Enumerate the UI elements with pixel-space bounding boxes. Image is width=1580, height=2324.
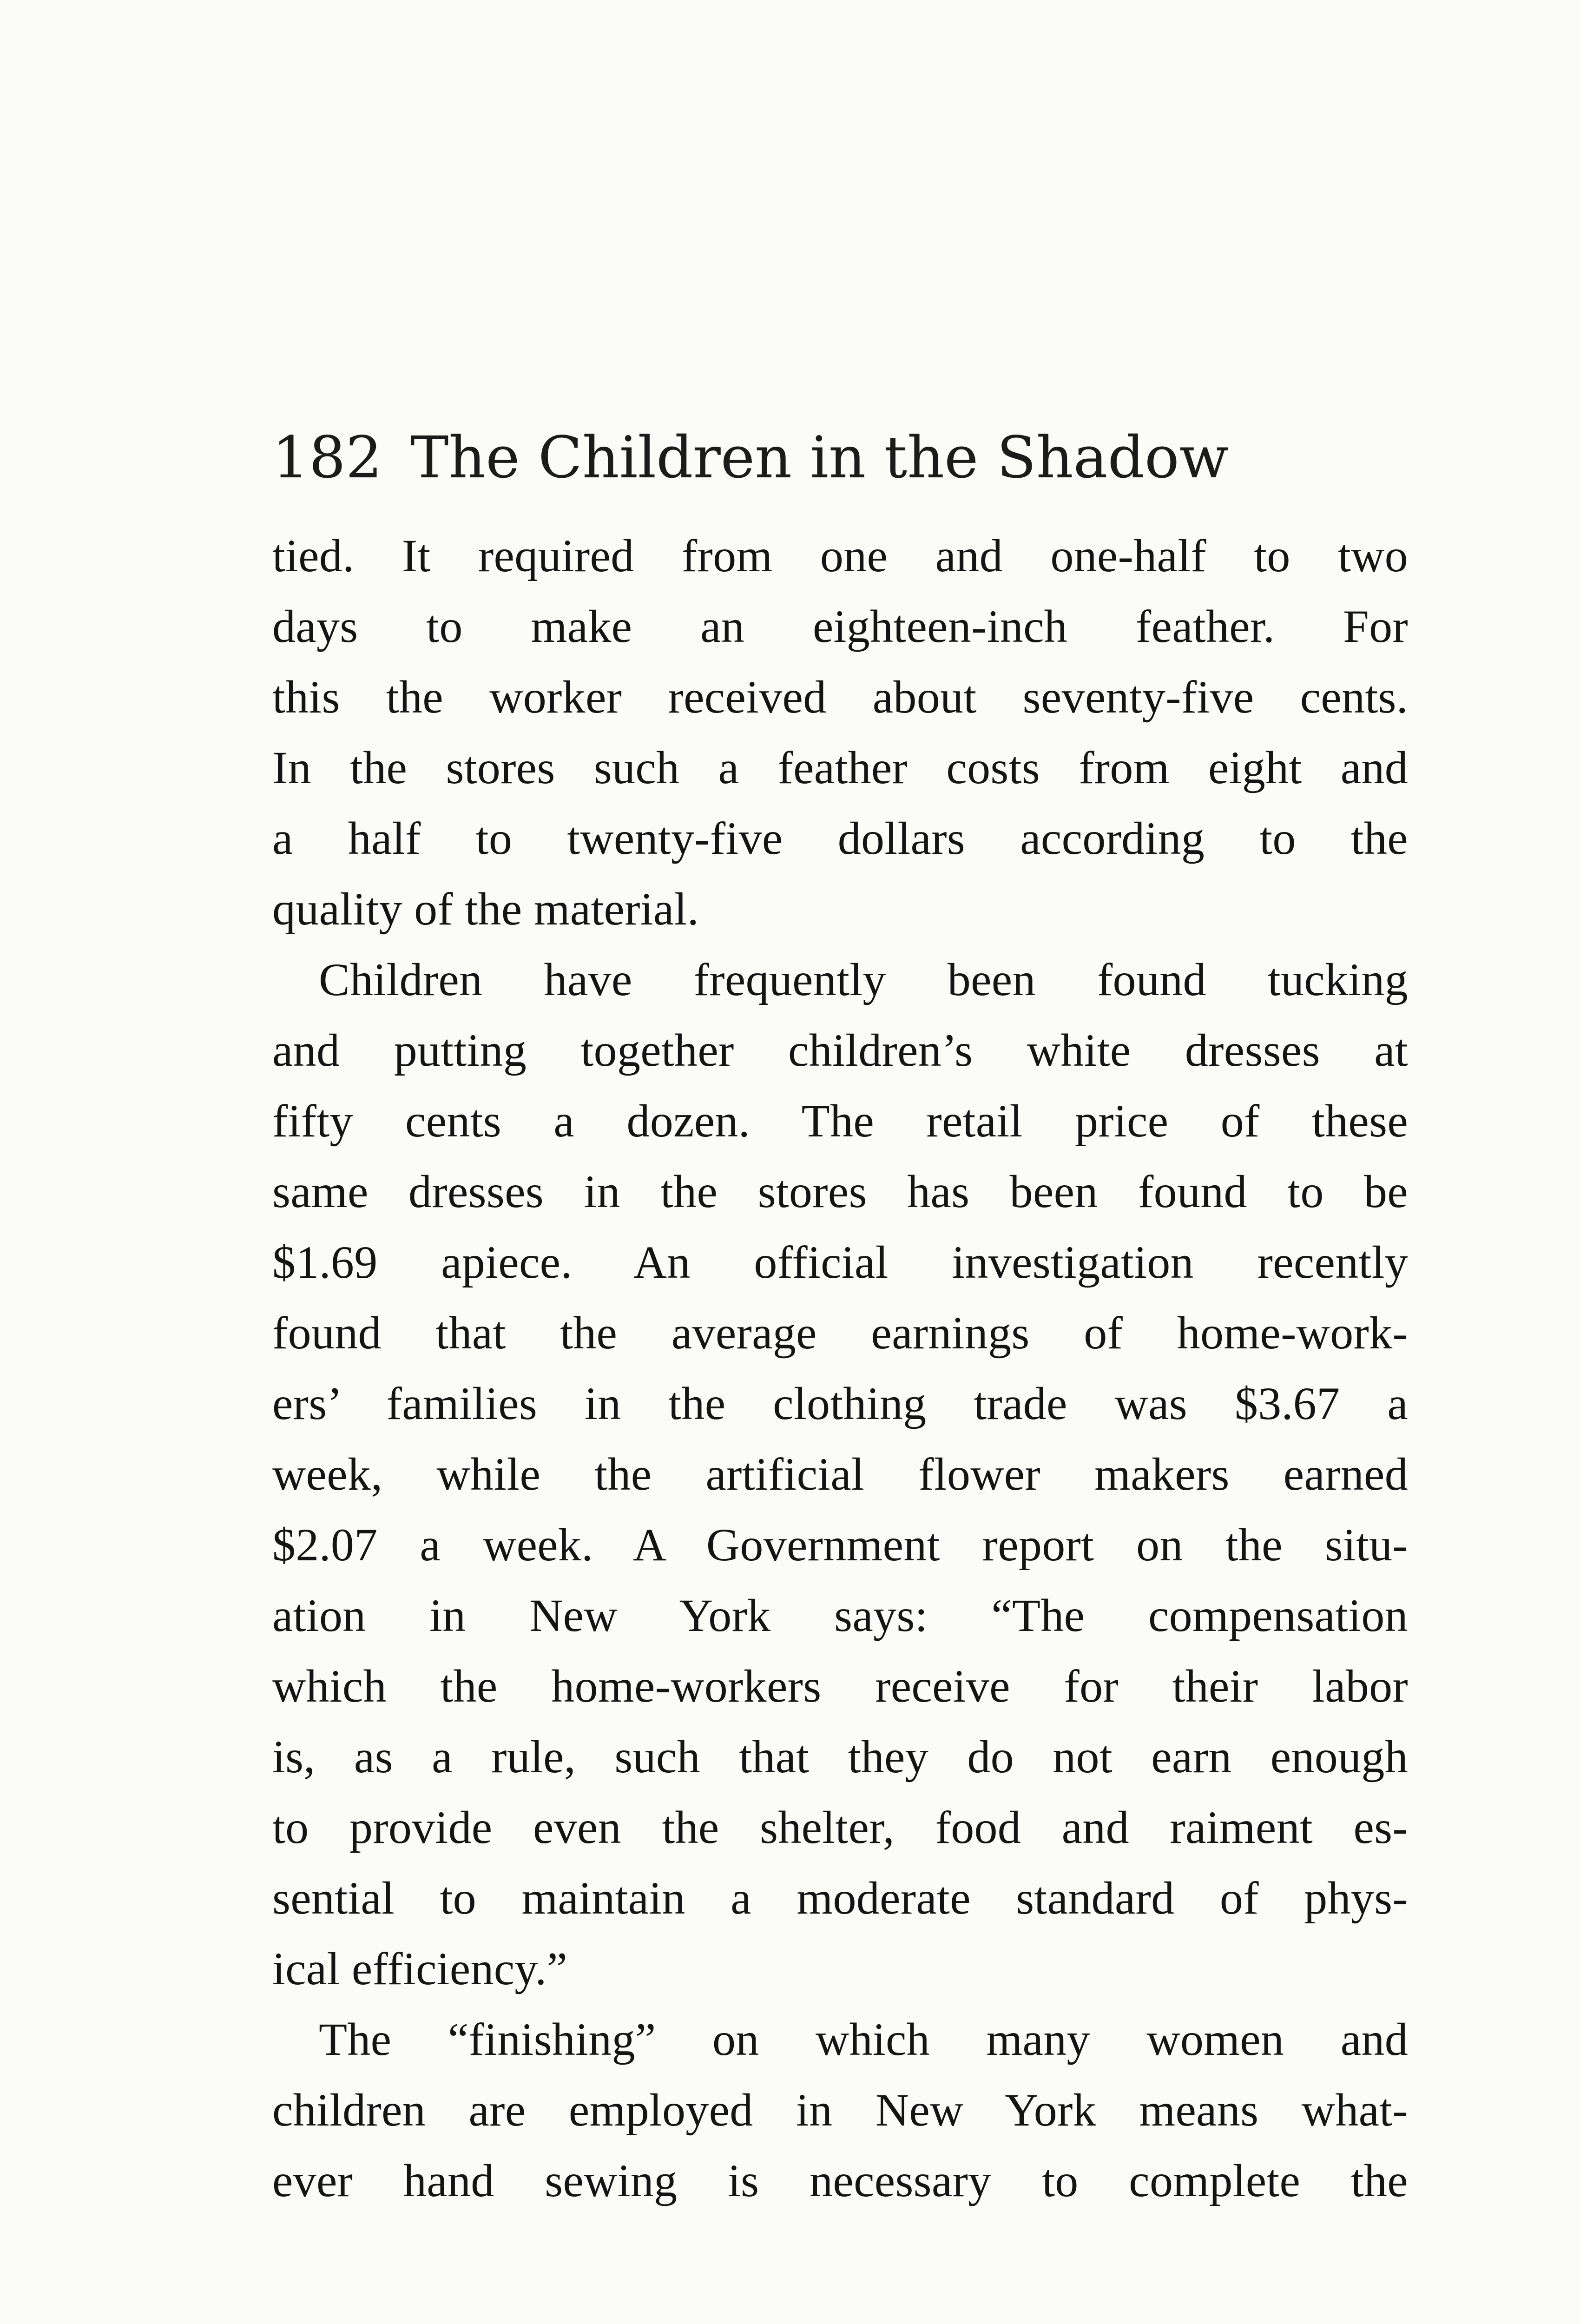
text-line: week, while the artificial flower makers earned [272, 1448, 1408, 1500]
paragraph-2 [272, 944, 1408, 2004]
text-line: is, as a rule, such that they do not earn enough [272, 1731, 1408, 1783]
text-line: sential to maintain a moderate standard of phys- [272, 1872, 1408, 1924]
body-text [272, 521, 1408, 2216]
text-line: ever hand sewing is necessary to complete the [272, 2155, 1408, 2206]
text-line: to provide even the shelter, food and raiment es- [272, 1802, 1408, 1853]
text-line: this the worker received about seventy-five cents. [272, 671, 1408, 723]
book-title: The Children in the Shadow [410, 424, 1229, 491]
text-line: days to make an eighteen-inch feather. For [272, 601, 1408, 652]
text-line: $1.69 apiece. An official investigation recently [272, 1236, 1408, 1288]
text-line: which the home-workers receive for their labor [272, 1660, 1408, 1712]
page-number: 182 [272, 424, 382, 491]
text-line: ical efficiency.” [272, 1943, 568, 1994]
text-line: quality of the material. [272, 883, 699, 935]
paragraph-1 [272, 521, 1408, 944]
text-line: and putting together children’s white dresses at [272, 1024, 1408, 1076]
text-line: In the stores such a feather costs from eight and [272, 742, 1408, 793]
text-line: The “finishing” on which many women and [319, 2014, 1408, 2065]
text-line: found that the average earnings of home-work- [272, 1307, 1408, 1359]
text-line: fifty cents a dozen. The retail price of these [272, 1095, 1408, 1147]
text-line: ers’ families in the clothing trade was $3.67 a [272, 1378, 1408, 1429]
paragraph-3 [272, 2004, 1408, 2216]
text-line: ation in New York says: “The compensation [272, 1590, 1408, 1641]
text-line: same dresses in the stores has been found to be [272, 1166, 1408, 1217]
text-line: children are employed in New York means what- [272, 2084, 1408, 2136]
running-head [272, 411, 1248, 504]
text-line: a half to twenty-five dollars according to the [272, 812, 1408, 864]
text-line: tied. It required from one and one-half to two [272, 530, 1408, 581]
text-line: Children have frequently been found tucking [319, 954, 1408, 1005]
text-line: $2.07 a week. A Government report on the situ- [272, 1519, 1408, 1571]
